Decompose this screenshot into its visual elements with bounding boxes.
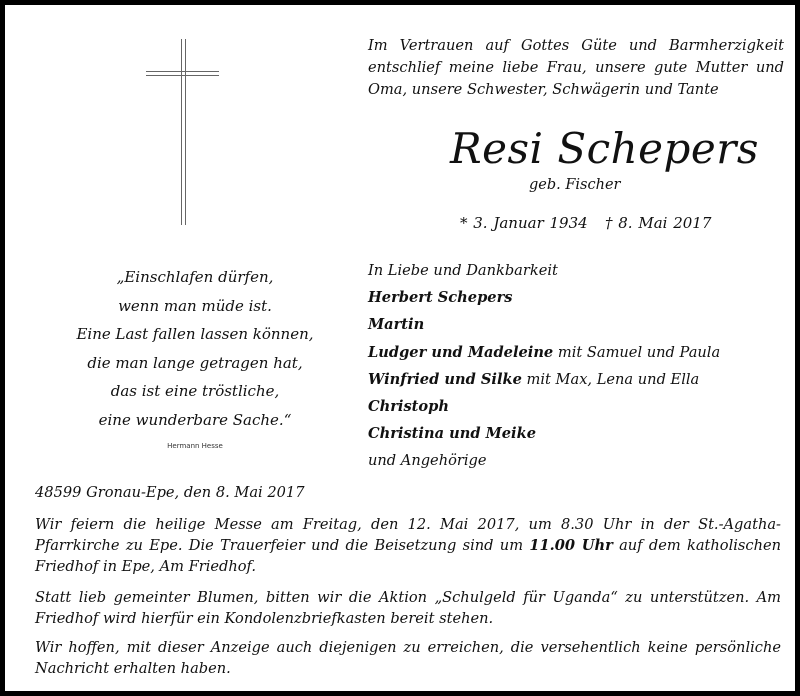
cross-icon-bar-2 (146, 75, 219, 76)
quote-line: Eine Last fallen lassen können, (76, 325, 314, 343)
family-member-name: Ludger und Madeleine (368, 343, 554, 361)
family-member-extra: mit Samuel und Paula (553, 343, 721, 361)
family-member (368, 311, 788, 338)
family-member (368, 284, 788, 311)
birth-name: geb. Fischer (529, 177, 621, 193)
quote-line: die man lange getragen hat, (87, 353, 303, 372)
quote-line: wenn man müde ist. (118, 296, 272, 315)
service-text-end: auf dem katholischen Friedhof in Epe, Am Friedhof. (35, 537, 782, 575)
quote-line: „Einschlafen dürfen, (116, 268, 274, 286)
family-member-name: Winfried und Silke (368, 370, 522, 388)
cross-icon (181, 39, 182, 225)
cross-icon-line (185, 39, 186, 225)
quote-author: Hermann Hesse (167, 442, 223, 450)
service-time: 11.00 Uhr (529, 537, 613, 554)
quote-line: eine wunderbare Sache.“ (98, 410, 292, 429)
place-date: 48599 Gronau-Epe, den 8. Mai 2017 (35, 484, 305, 501)
family-member-name: Martin (368, 316, 425, 334)
family-member (368, 393, 788, 420)
life-dates: * 3. Januar 1934 † 8. Mai 2017 (460, 214, 712, 232)
family-member-name: Christoph (368, 398, 449, 416)
family-member-name: Herbert Schepers (368, 289, 513, 307)
donation-info: Statt lieb gemeinter Blumen, bitten wir die Aktion „Schulgeld für Uganda“ zu unterstützen. Am Friedhof wird hierfür ein Kondolenzbriefkasten bereit stehen. (35, 589, 781, 627)
deceased-name: Resi Schepers (450, 124, 759, 173)
family-member (368, 420, 788, 447)
intro-text: Im Vertrauen auf Gottes Güte und Barmherzigkeit entschlief meine liebe Frau, unsere gute Mutter und Oma, unsere Schwester, Schwägerin und Tante (368, 37, 784, 98)
family-member-name: Christina und Meike (368, 425, 536, 443)
service-text: Wir feiern die heilige Messe am Freitag, den 12. Mai 2017, um 8.30 Uhr in der St.-Agatha-Pfarrkirche zu Epe. Die Trauerfeier und die Beisetzung sind um (35, 516, 781, 554)
family-member-extra: mit Max, Lena und Ella (521, 370, 700, 388)
cross-icon-bar (146, 71, 219, 72)
family-heading: In Liebe und Dankbarkeit (368, 262, 558, 279)
family-closing: und Angehörige (368, 452, 487, 470)
service-info (35, 514, 781, 577)
family-member (368, 339, 788, 366)
closing-note: Wir hoffen, mit dieser Anzeige auch diejenigen zu erreichen, die versehentlich keine persönliche Nachricht erhalten haben. (35, 639, 781, 677)
quote-line: das ist eine tröstliche, (110, 382, 280, 400)
quote (65, 263, 325, 434)
family-member (368, 366, 788, 393)
family-list (368, 257, 788, 475)
